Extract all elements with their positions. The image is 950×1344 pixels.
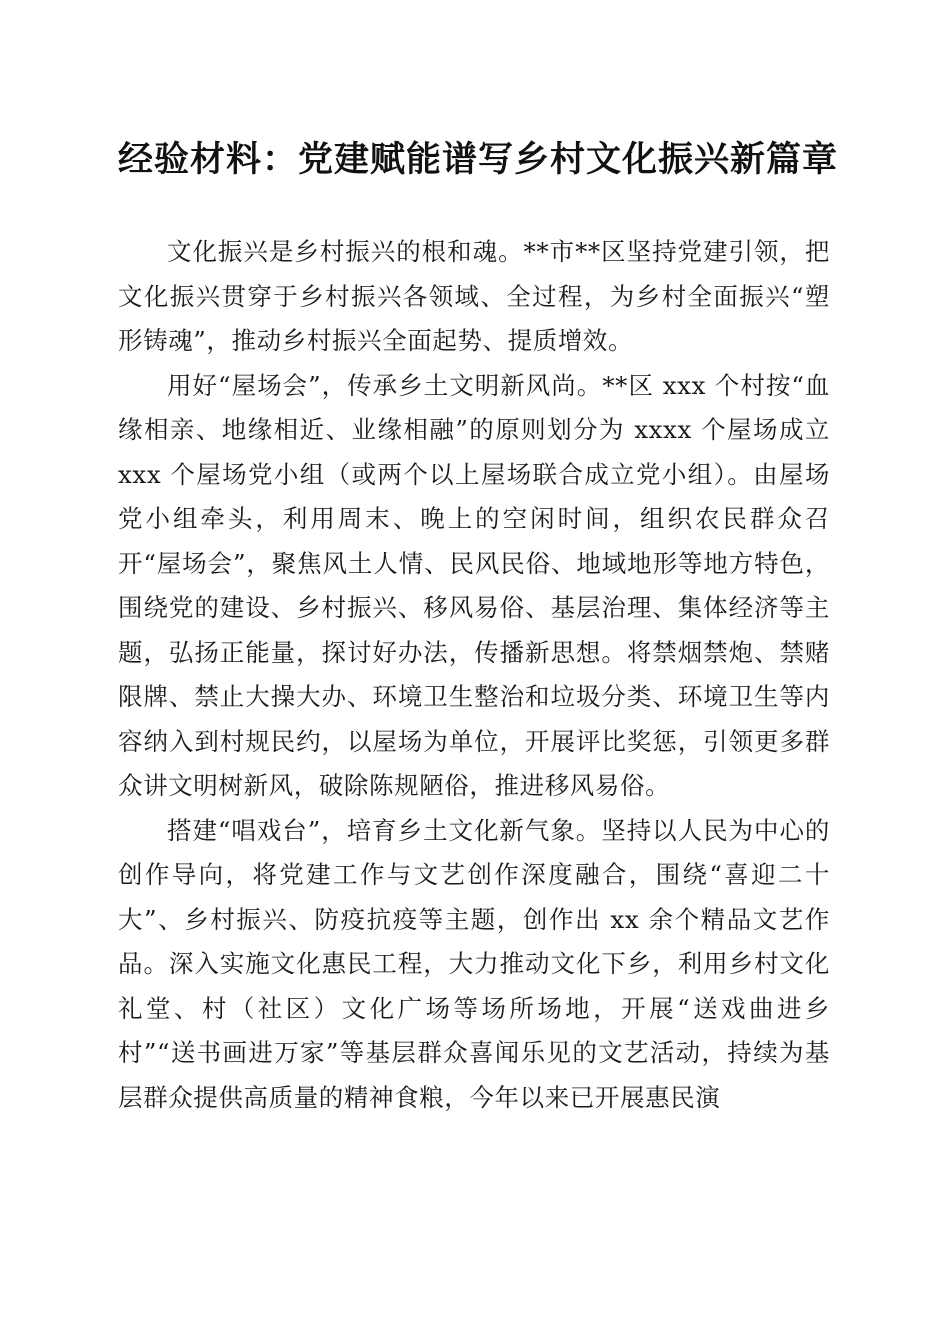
document-body (118, 230, 830, 1120)
paragraph-changxitai: 搭建“唱戏台”，培育乡土文化新气象。坚持以人民为中心的创作导向，将党建工作与文艺创作深度融合，围绕“喜迎二十大”、乡村振兴、防疫抗疫等主题，创作出 xx 余个精品文艺作品。深入实施文化惠民工程，大力推动文化下乡，利用乡村文化礼堂、村（社区）文化广场等场所场地，开展“送戏曲进乡村”“送书画进万家”等基层群众喜闻乐见的文艺活动，持续为基层群众提供高质量的精神食粮，今年以来已开展惠民演 (118, 815, 830, 1112)
document-title: 经验材料：党建赋能谱写乡村文化振兴新篇章 (118, 139, 839, 180)
paragraph-wuchanghui: 用好“屋场会”，传承乡土文明新风尚。**区 xxx 个村按“血缘相亲、地缘相近、业缘相融”的原则划分为 xxxx 个屋场成立 xxx 个屋场党小组（或两个以上屋场联合成立党小组）。由屋场党小组牵头，利用周末、晚上的空闲时间，组织农民群众召开“屋场会”，聚焦风土人情、民风民俗、地域地形等地方特色，围绕党的建设、乡村振兴、移风易俗、基层治理、集体经济等主题，弘扬正能量，探讨好办法，传播新思想。将禁烟禁炮、禁赌限牌、禁止大操大办、环境卫生整治和垃圾分类、环境卫生等内容纳入到村规民约，以屋场为单位，开展评比奖惩，引领更多群众讲文明树新风，破除陈规陋俗，推进移风易俗。 (118, 370, 830, 800)
paragraph-intro: 文化振兴是乡村振兴的根和魂。**市**区坚持党建引领，把文化振兴贯穿于乡村振兴各领域、全过程，为乡村全面振兴“塑形铸魂”，推动乡村振兴全面起势、提质增效。 (118, 237, 830, 355)
